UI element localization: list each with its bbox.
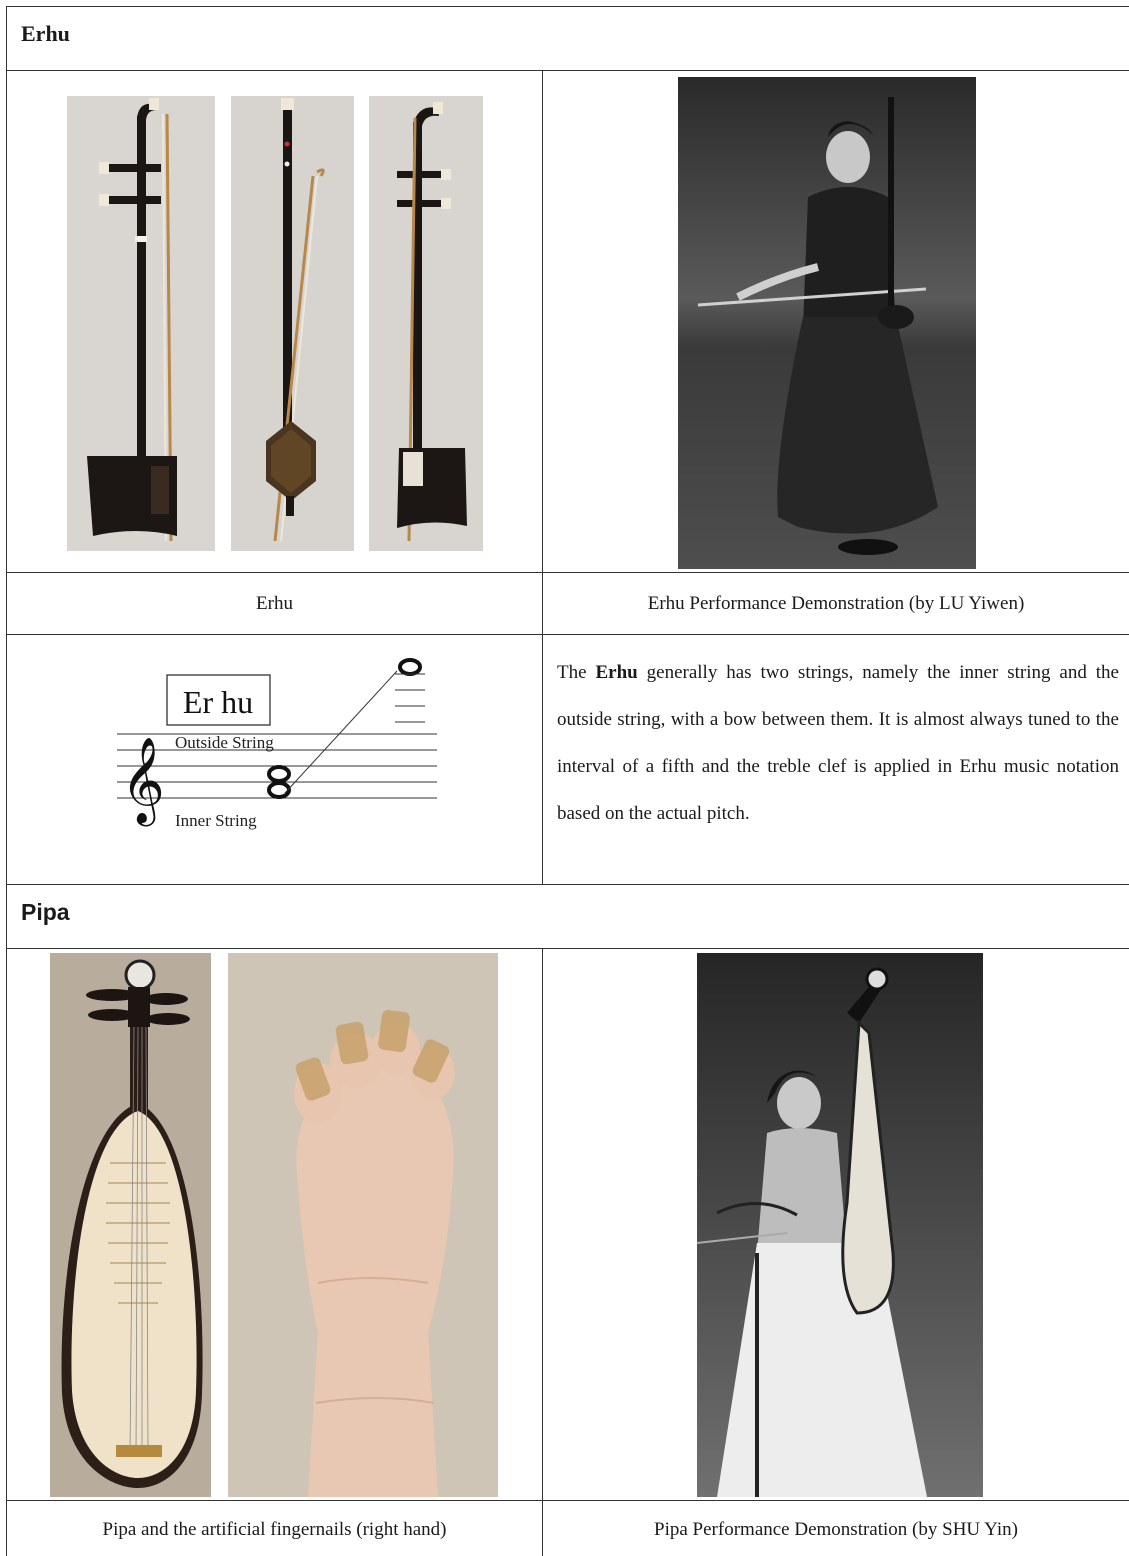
erhu-caption-right: Erhu Performance Demonstration (by LU Yiwen) (647, 593, 1025, 614)
inner-string-label: Inner String (175, 811, 257, 830)
erhu-notation-cell (7, 635, 543, 884)
erhu-header-row (6, 6, 1129, 70)
erhu-description-bold: Erhu (595, 662, 638, 683)
note-upper (269, 767, 289, 781)
erhu-caption-row (6, 572, 1129, 634)
erhu-caption-left: Erhu (256, 593, 293, 614)
fingernails-photo (228, 953, 498, 1497)
er-hu-label: Er hu (182, 684, 254, 720)
pipa-caption-right: Pipa Performance Demonstration (by SHU Yin) (654, 1519, 1018, 1540)
pipa-photo-row (6, 948, 1129, 1500)
outside-string-label: Outside String (175, 733, 274, 752)
erhu-section-title: Erhu (21, 21, 70, 46)
pipa-caption-left-cell (7, 1501, 543, 1556)
note-lower (269, 783, 289, 797)
erhu-photo-back (369, 96, 483, 551)
erhu-description-pre: The (557, 662, 596, 683)
pipa-section-title: Pipa (21, 899, 70, 925)
instrument-document (6, 6, 1129, 1550)
erhu-performance-photo (678, 77, 976, 569)
erhu-caption-right-cell (543, 573, 1129, 634)
pipa-performance-photo-cell (543, 949, 1129, 1500)
erhu-tuning-notation (117, 655, 437, 830)
erhu-description-post: generally has two strings, namely the inner string and the outside string, with a bow between them. It is almost always tuned to the interval of a fifth and the treble clef is applied in Erhu music notation based on the actual pitch. (557, 662, 1119, 824)
note-reference (400, 660, 420, 674)
pipa-caption-right-cell (543, 1501, 1129, 1556)
erhu-description (557, 649, 1119, 837)
erhu-photo-front (67, 96, 215, 551)
erhu-caption-left-cell (7, 573, 543, 634)
pipa-caption-row (6, 1500, 1129, 1556)
erhu-description-row (6, 634, 1129, 884)
erhu-instrument-photos-cell (7, 71, 543, 572)
pipa-performance-photo (697, 953, 983, 1497)
pipa-header-row (6, 884, 1129, 948)
erhu-description-cell (543, 635, 1129, 884)
erhu-photo-row (6, 70, 1129, 572)
pipa-instrument-photos-cell (7, 949, 543, 1500)
pipa-photo (50, 953, 211, 1497)
erhu-performance-photo-cell (543, 71, 1129, 572)
treble-clef-icon: 𝄞 (121, 737, 165, 823)
pipa-caption-left: Pipa and the artificial fingernails (right hand) (102, 1519, 447, 1540)
erhu-photo-side (231, 96, 354, 551)
